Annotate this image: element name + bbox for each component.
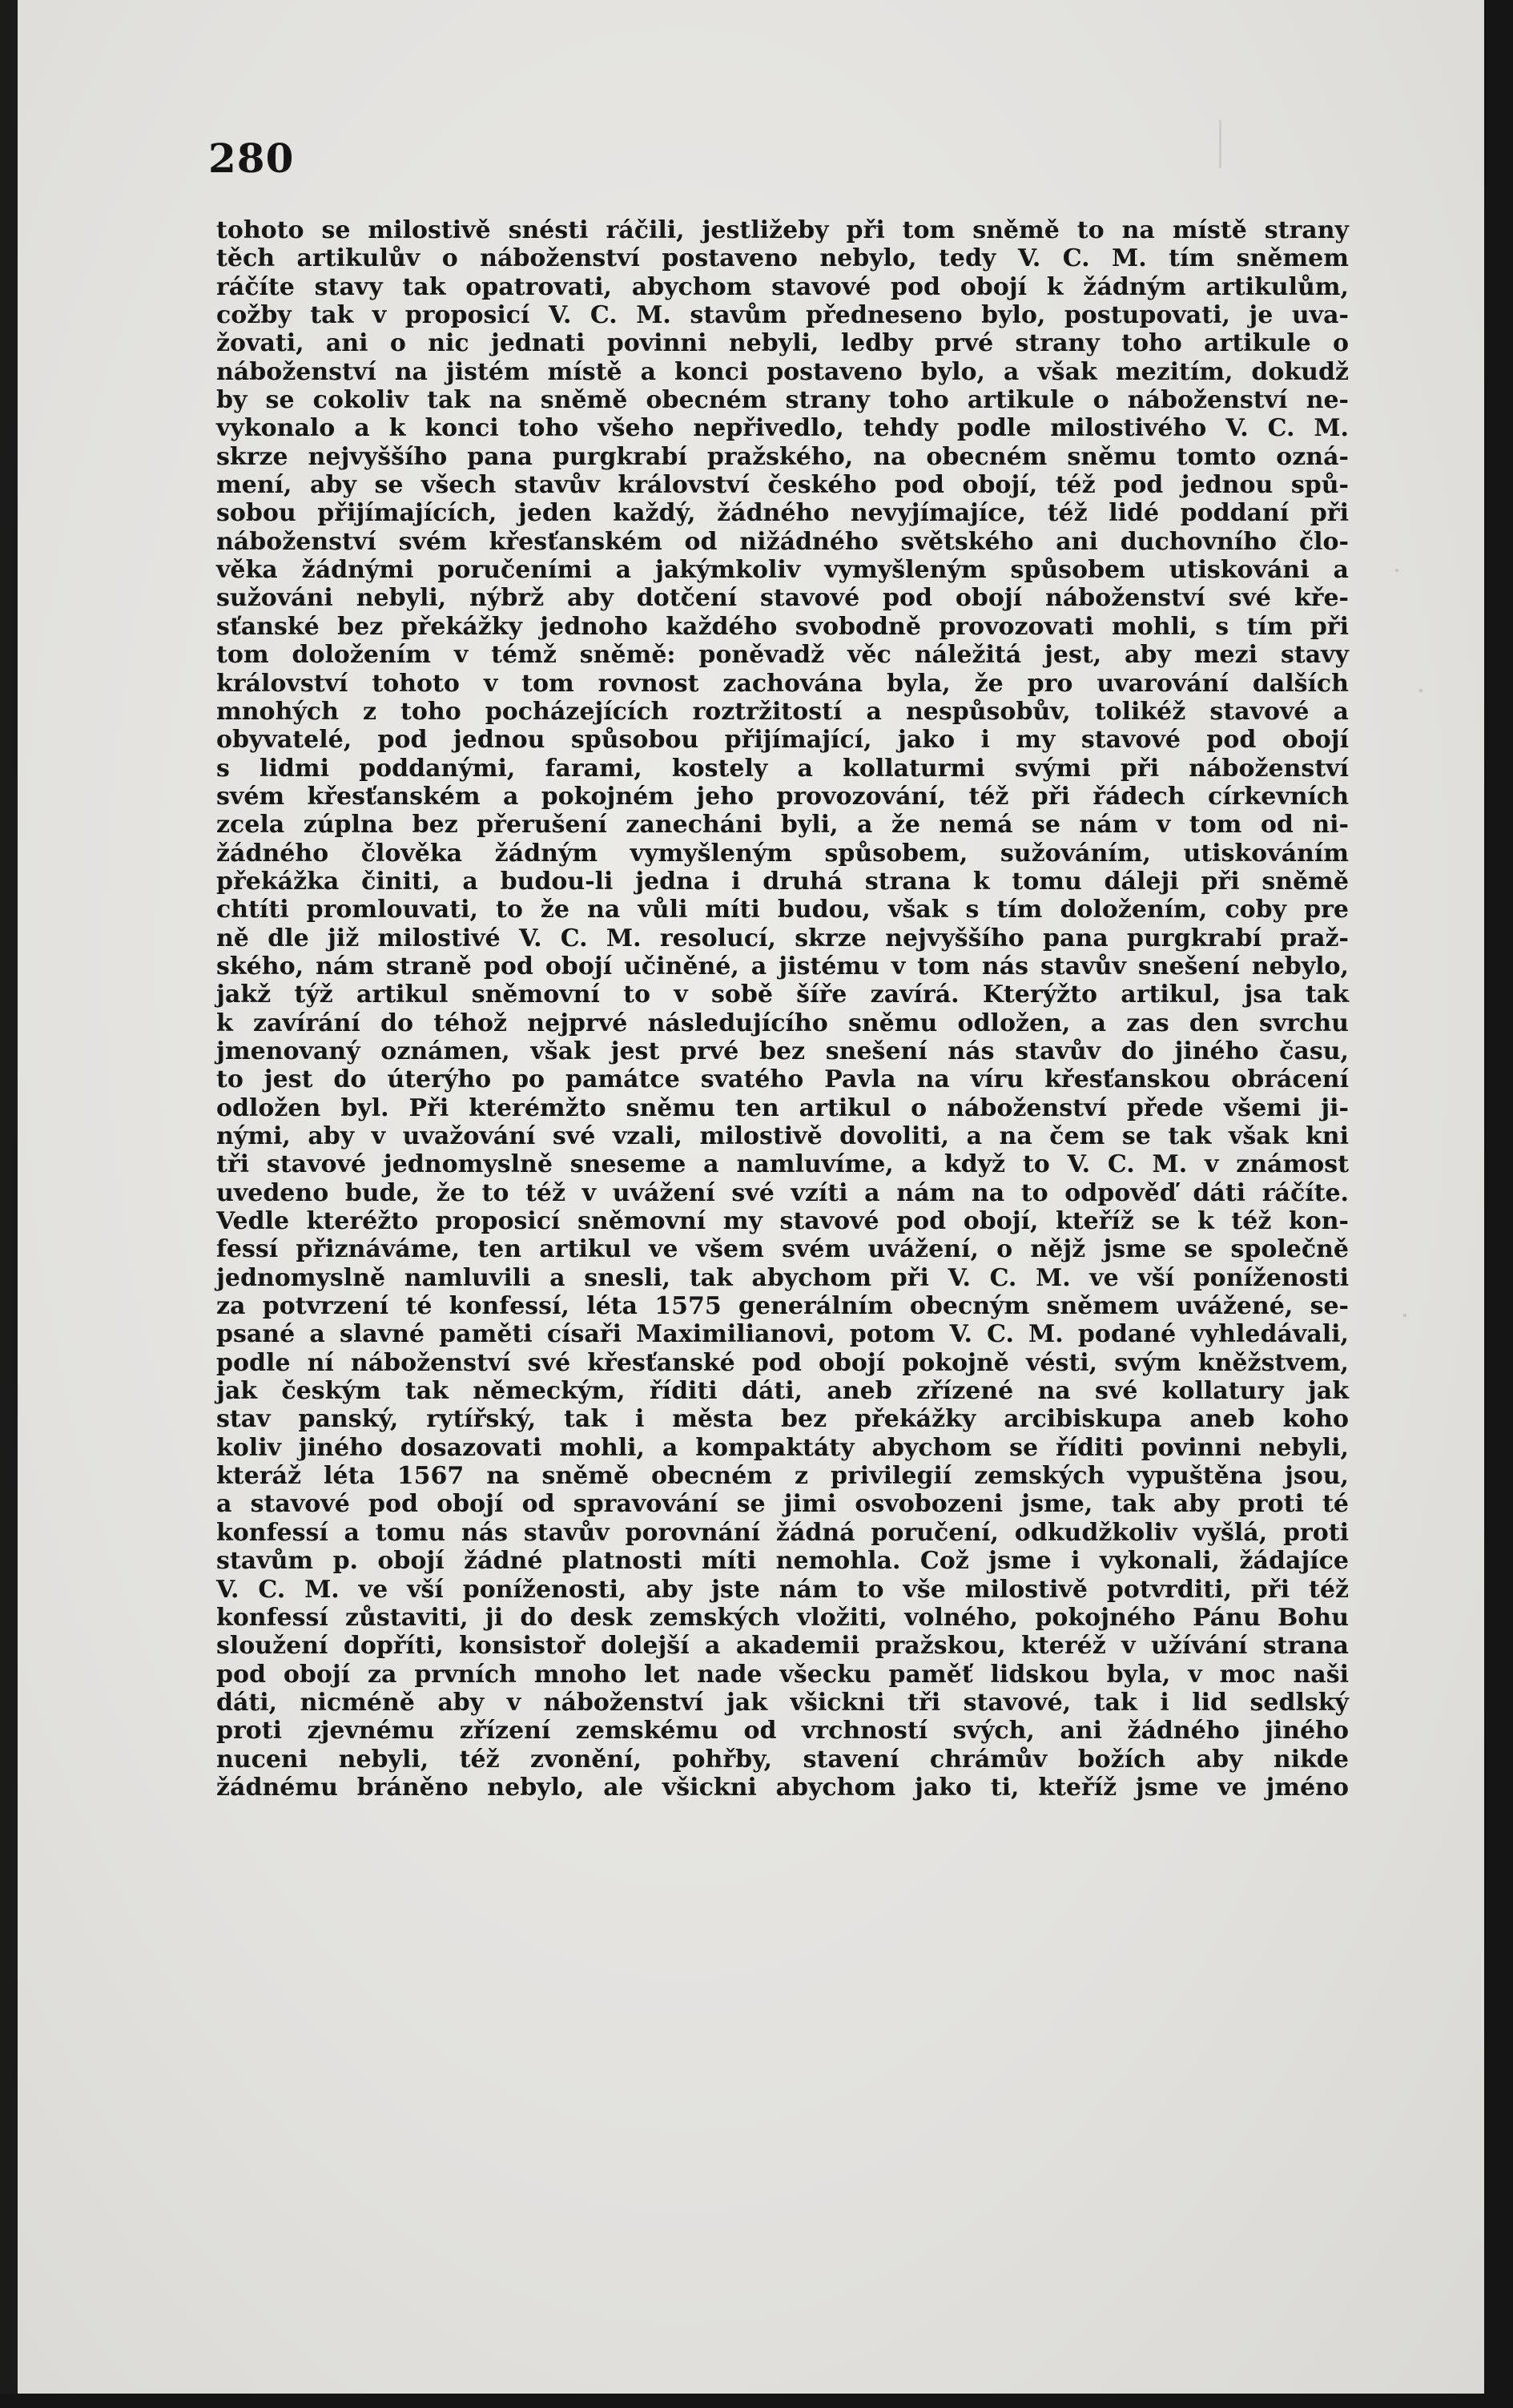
text-line: odložen byl. Při kterémžto sněmu ten artikul o náboženství přede všemi ji-	[216, 1093, 1349, 1122]
text-line: stavům p. obojí žádné platnosti míti nemohla. Což jsme i vykonali, žádajíce	[216, 1547, 1349, 1576]
text-line: ráčíte stavy tak opatrovati, abychom stavové pod obojí k žádným artikulům,	[216, 272, 1349, 301]
text-line: sobou přijímajících, jeden každý, žádného nevyjímajíce, též lidé poddaní při	[216, 499, 1349, 528]
text-line: Vedle kteréžto proposicí sněmovní my stavové pod obojí, kteříž se k též kon-	[216, 1207, 1349, 1236]
text-line: koliv jiného dosazovati mohli, a kompaktáty abychom se říditi povinni nebyli,	[216, 1433, 1349, 1462]
text-line: jednomyslně namluvili a snesli, tak abychom při V. C. M. ve vší poníženosti	[216, 1263, 1349, 1292]
text-line: cožby tak v proposicí V. C. M. stavům předneseno bylo, postupovati, je uva-	[216, 301, 1349, 330]
text-line: náboženství na jistém místě a konci postaveno bylo, a však mezitím, dokudž	[216, 357, 1349, 386]
text-line: žádnému bráněno nebylo, ale všickni abychom jako ti, kteříž jsme ve jméno	[216, 1773, 1349, 1802]
text-line: sťanské bez překážky jednoho každého svobodně provozovati mohli, s tím při	[216, 612, 1349, 641]
body-text	[216, 216, 1349, 1802]
text-line: k zavírání do téhož nejprvé následujícího sněmu odložen, a zas den svrchu	[216, 1009, 1349, 1037]
text-line: konfessí zůstaviti, ji do desk zemských vložiti, volného, pokojného Pánu Bohu	[216, 1603, 1349, 1632]
scan-speck	[1219, 120, 1221, 168]
text-line: skrze nejvyššího pana purgkrabí pražského, na obecném sněmu tomto ozná-	[216, 442, 1349, 471]
text-line: proti zjevnému zřízení zemskému od vrchností svých, ani žádného jiného	[216, 1717, 1349, 1746]
text-line: žádného člověka žádným vymyšleným spůsobem, sužováním, utiskováním	[216, 839, 1349, 868]
text-line: tohoto se milostivě snésti ráčili, jestližeby při tom sněmě to na místě strany	[216, 216, 1349, 244]
scan-border-right	[1484, 0, 1513, 2408]
page-number: 280	[208, 135, 295, 182]
text-line: obyvatelé, pod jednou spůsobou přijímající, jako i my stavové pod obojí	[216, 726, 1349, 755]
scan-border-bottom	[0, 2394, 1513, 2408]
text-line: podle ní náboženství své křesťanské pod obojí pokojně vésti, svým kněžstvem,	[216, 1348, 1349, 1377]
text-line: pod obojí za prvních mnoho let nade všecku paměť lidskou byla, v moc naši	[216, 1660, 1349, 1689]
text-line: tři stavové jednomyslně sneseme a namluvíme, a když to V. C. M. v známost	[216, 1150, 1349, 1179]
scan-speck	[1395, 569, 1398, 572]
text-line: mení, aby se všech stavův království českého pod obojí, též pod jednou spů-	[216, 471, 1349, 500]
text-line: s lidmi poddanými, farami, kostely a kollaturmi svými při náboženství	[216, 754, 1349, 783]
text-line: žovati, ani o nic jednati povinni nebyli, ledby prvé strany toho artikule o	[216, 329, 1349, 358]
text-line: ského, nám straně pod obojí učiněné, a jistému v tom nás stavův snešení nebylo,	[216, 952, 1349, 981]
text-line: království tohoto v tom rovnost zachována byla, že pro uvarování dalších	[216, 669, 1349, 698]
text-line: nuceni nebyli, též zvonění, pohřby, stavení chrámův božích aby nikde	[216, 1745, 1349, 1774]
text-line: a stavové pod obojí od spravování se jimi osvobozeni jsme, tak aby proti té	[216, 1490, 1349, 1519]
text-line: tom doložením v témž sněmě: poněvadž věc náležitá jest, aby mezi stavy	[216, 641, 1349, 670]
text-line: konfessí a tomu nás stavův porovnání žádná poručení, odkudžkoliv vyšlá, proti	[216, 1518, 1349, 1547]
paper-sheet	[18, 0, 1490, 2395]
text-line: zcela zúplna bez přerušení zanecháni byli, a že nemá se nám v tom od ni-	[216, 811, 1349, 840]
text-line: nými, aby v uvažování své vzali, milostivě dovoliti, a na čem se tak však kni	[216, 1122, 1349, 1150]
text-line: to jest do úterýho po památce svatého Pavla na víru křesťanskou obrácení	[216, 1065, 1349, 1094]
text-line: svém křesťanském a pokojném jeho provozování, též při řádech církevních	[216, 782, 1349, 811]
text-line: jak českým tak německým, říditi dáti, aneb zřízené na své kollatury jak	[216, 1377, 1349, 1406]
text-line: stav panský, rytířský, tak i města bez překážky arcibiskupa aneb koho	[216, 1405, 1349, 1434]
text-line: dáti, nicméně aby v náboženství jak všickni tři stavové, tak i lid sedlský	[216, 1688, 1349, 1717]
text-line: psané a slavné paměti císaři Maximilianovi, potom V. C. M. podané vyhledávali,	[216, 1320, 1349, 1349]
text-line: vykonalo a k konci toho všeho nepřivedlo, tehdy podle milostivého V. C. M.	[216, 414, 1349, 443]
text-line: překážka činiti, a budou-li jedna i druhá strana k tomu dáleji při sněmě	[216, 867, 1349, 896]
text-line: kteráž léta 1567 na sněmě obecném z privilegií zemských vypuštěna jsou,	[216, 1462, 1349, 1491]
text-line: sužováni nebyli, nýbrž aby dotčení stavové pod obojí náboženství své kře-	[216, 584, 1349, 613]
text-line: uvedeno bude, že to též v uvážení své vzíti a nám na to odpověď dáti ráčíte.	[216, 1178, 1349, 1207]
text-line: fessí přiznáváme, ten artikul ve všem svém uvážení, o nějž jsme se společně	[216, 1235, 1349, 1264]
text-line: jakž týž artikul sněmovní to v sobě šíře zavírá. Kterýžto artikul, jsa tak	[216, 981, 1349, 1009]
text-line: chtíti promlouvati, to že na vůli míti budou, však s tím doložením, coby pre	[216, 896, 1349, 924]
text-line: jmenovaný oznámen, však jest prvé bez snešení nás stavův do jiného času,	[216, 1037, 1349, 1065]
text-line: sloužení dopříti, konsistoř dolejší a akademii pražskou, kteréž v užívání strana	[216, 1632, 1349, 1661]
text-line: ně dle již milostivé V. C. M. resolucí, skrze nejvyššího pana purgkrabí praž-	[216, 924, 1349, 952]
scan-speck	[1419, 689, 1422, 692]
text-line: mnohých z toho pocházejících roztržitostí a nespůsobův, tolikéž stavové a	[216, 697, 1349, 726]
text-line: V. C. M. ve vší poníženosti, aby jste nám to vše milostivě potvrditi, při též	[216, 1575, 1349, 1604]
text-line: věka žádnými poručeními a jakýmkoliv vymyšleným spůsobem utiskováni a	[216, 556, 1349, 585]
text-line: by se cokoliv tak na sněmě obecném strany toho artikule o náboženství ne-	[216, 386, 1349, 415]
text-line: těch artikulův o náboženství postaveno nebylo, tedy V. C. M. tím sněmem	[216, 244, 1349, 273]
text-line: za potvrzení té konfessí, léta 1575 generálním obecným sněmem uvážené, se-	[216, 1292, 1349, 1321]
text-line: náboženství svém křesťanském od nižádného světského ani duchovního člo-	[216, 527, 1349, 556]
scan-speck	[1403, 1314, 1406, 1317]
